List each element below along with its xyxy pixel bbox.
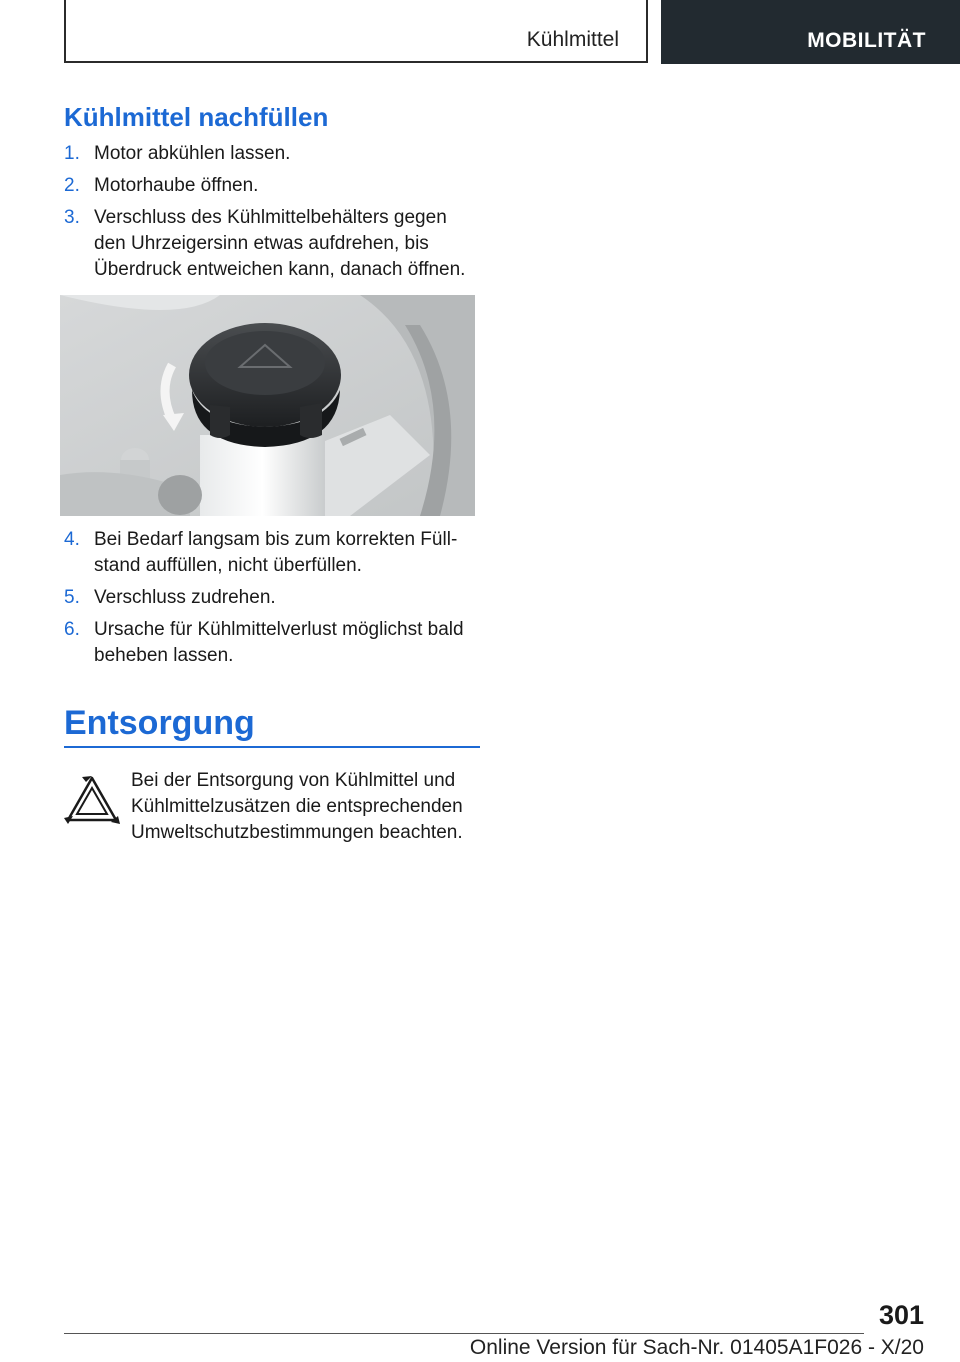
step-list-part2: [64, 527, 480, 675]
step-number: 5.: [64, 587, 80, 608]
step-number: 2.: [64, 175, 80, 196]
coolant-cap-image: [60, 295, 475, 516]
step-text: Bei Bedarf langsam bis zum korrekten Füllstand auffüllen, nicht überfüllen.: [94, 529, 458, 576]
step-text: Verschluss des Kühlmittelbehälters gegen den Uhrzeigersinn etwas aufdrehen, bis Überdruck entweichen kann, danach öffnen.: [94, 207, 466, 280]
coolant-cap-illustration: [60, 295, 475, 516]
step-number: 6.: [64, 619, 80, 640]
step-item: [64, 617, 480, 669]
page-number: 301: [878, 1300, 924, 1330]
heading-divider: [64, 746, 480, 748]
header-section-tab: [64, 0, 648, 63]
step-item: [64, 141, 480, 167]
step-list-part1: [64, 141, 480, 289]
step-text: Motor abkühlen lassen.: [94, 143, 291, 164]
disposal-note: Bei der Entsorgung von Kühlmittel und Kühlmittelzusätzen die entsprechenden Umweltschutzbestimmungen beachten.: [131, 770, 463, 843]
step-text: Motorhaube öffnen.: [94, 175, 259, 196]
step-text: Verschluss zudrehen.: [94, 587, 276, 608]
disposal-heading: Entsorgung: [64, 704, 255, 742]
recycle-icon: [64, 774, 120, 830]
section-title: Kühlmittel nachfüllen: [64, 102, 329, 132]
step-number: 4.: [64, 529, 80, 550]
header-section-title: Kühlmittel: [526, 28, 619, 51]
step-item: [64, 585, 480, 611]
step-number: 1.: [64, 143, 80, 164]
step-text: Ursache für Kühlmittelverlust möglichst bald beheben lassen.: [94, 619, 464, 666]
header-chapter-title: MOBILITÄT: [807, 29, 926, 52]
footer-divider: [64, 1333, 864, 1334]
footer-text: Online Version für Sach-Nr. 01405A1F026 - X/20: [469, 1336, 924, 1359]
step-number: 3.: [64, 207, 80, 228]
step-item: [64, 205, 480, 283]
step-item: [64, 527, 480, 579]
step-item: [64, 173, 480, 199]
header-chapter-tab: [661, 0, 960, 64]
